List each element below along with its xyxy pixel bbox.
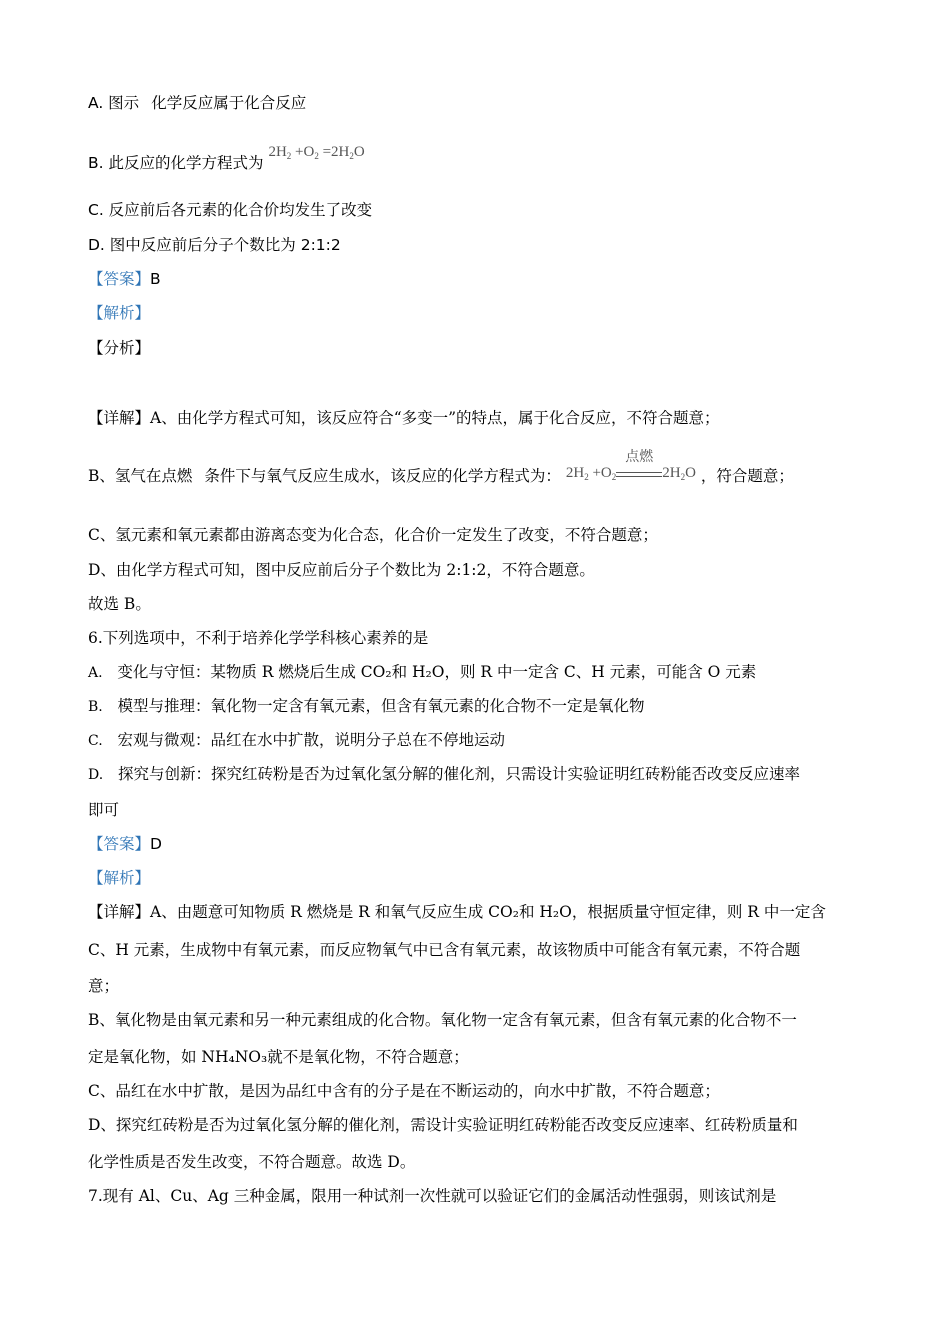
- q6-option-d-cont: 即可: [88, 801, 120, 819]
- q5-option-a: [88, 92, 306, 114]
- q6-option-a: [88, 661, 756, 684]
- q5-fenxi-label: 【分析】: [88, 339, 151, 357]
- q5-option-a-suffix: 化学反应属于化合反应: [151, 94, 307, 112]
- option-text: 模型与推理：氧化物一定含有氧元素，但含有氧元素的化合物不一定是氧化物: [117, 697, 645, 715]
- q5-option-d: D. 图中反应前后分子个数比为 2:1:2: [88, 236, 341, 254]
- q6-detail-a1: 【详解】A、由题意可知物质 R 燃烧是 R 和氧气反应生成 CO₂和 H₂O，根据质量守恒定律，则 R 中一定含: [88, 903, 826, 921]
- answer-value: B: [150, 270, 161, 288]
- q6-detail-d1: D、探究红砖粉是否为过氧化氢分解的催化剂，需设计实验证明红砖粉能否改变反应速率、红砖粉质量和: [88, 1116, 798, 1134]
- q6-analysis-label: 【解析】: [88, 869, 151, 887]
- q6-option-b: [88, 695, 645, 718]
- q5-option-b: [88, 144, 365, 179]
- q6-stem: 6.下列选项中，不利于培养化学学科核心素养的是: [88, 629, 429, 647]
- q6-detail-c: C、品红在水中扩散，是因为品红中含有的分子是在不断运动的，向水中扩散，不符合题意；: [88, 1082, 720, 1100]
- q7-stem: 7.现有 Al、Cu、Ag 三种金属，限用一种试剂一次性就可以验证它们的金属活动性强弱，则该试剂是: [88, 1187, 777, 1205]
- q6-detail-b1: B、氧化物是由氧元素和另一种元素组成的化合物。氧化物一定含有氧元素，但含有氧元素的化合物不一: [88, 1011, 797, 1029]
- q5-option-b-formula: $2H_2 +O_2 =2H_2O$: [268, 144, 365, 161]
- option-text: 探究与创新：探究红砖粉是否为过氧化氢分解的催化剂，只需设计实验证明红砖粉能否改变反应速率: [117, 765, 800, 783]
- option-text: 宏观与微观：品红在水中扩散，说明分子总在不停地运动: [117, 731, 505, 749]
- q5-option-a-prefix: A. 图示: [88, 94, 140, 112]
- q5-detail-b-mid: 条件下与氧气反应生成水，该反应的化学方程式为：: [204, 467, 561, 485]
- q5-option-b-text: B. 此反应的化学方程式为: [88, 154, 264, 172]
- q5-option-c: C. 反应前后各元素的化合价均发生了改变: [88, 201, 373, 219]
- q6-answer: [88, 833, 162, 855]
- q5-detail-b: [88, 449, 794, 492]
- option-label: B.: [88, 699, 103, 715]
- answer-label: 【答案】: [88, 270, 151, 288]
- answer-value: D: [150, 835, 162, 853]
- q5-detail-b-prefix: B、氢气在点燃: [88, 467, 193, 485]
- q6-option-c: [88, 729, 505, 752]
- q6-detail-a2: C、H 元素，生成物中有氧元素，而反应物氧气中已含有氧元素，故该物质中可能含有氧元素，不符合题: [88, 941, 801, 959]
- answer-label: 【答案】: [88, 835, 151, 853]
- option-label: D.: [88, 767, 104, 783]
- q6-detail-b2: 定是氧化物，如 NH₄NO₃就不是氧化物，不符合题意；: [88, 1048, 469, 1066]
- q6-detail-a3: 意；: [88, 977, 120, 995]
- q5-detail-a: 【详解】A、由化学方程式可知，该反应符合“多变一”的特点，属于化合反应，不符合题意；: [88, 409, 720, 427]
- q5-detail-d: D、由化学方程式可知，图中反应前后分子个数比为 2:1:2，不符合题意。: [88, 561, 595, 579]
- q5-answer: [88, 268, 161, 290]
- reaction-condition: 点燃: [616, 466, 662, 477]
- q5-detail-b-formula: $2H_2 +O_2$ 点燃 $2H_2O$: [565, 449, 696, 482]
- q5-detail-c: C、氢元素和氧元素都由游离态变为化合态，化合价一定发生了改变，不符合题意；: [88, 526, 658, 544]
- option-text: 变化与守恒：某物质 R 燃烧后生成 CO₂和 H₂O，则 R 中一定含 C、H 元素，可能含 O 元素: [117, 663, 757, 681]
- q5-analysis-label: 【解析】: [88, 304, 151, 322]
- q5-conclusion: 故选 B。: [88, 595, 151, 613]
- q5-detail-b-suffix: ，符合题意；: [700, 467, 794, 485]
- q6-detail-d2: 化学性质是否发生改变，不符合题意。故选 D。: [88, 1153, 416, 1171]
- option-label: A.: [88, 665, 103, 681]
- q6-option-d: [88, 763, 800, 786]
- option-label: C.: [88, 733, 103, 749]
